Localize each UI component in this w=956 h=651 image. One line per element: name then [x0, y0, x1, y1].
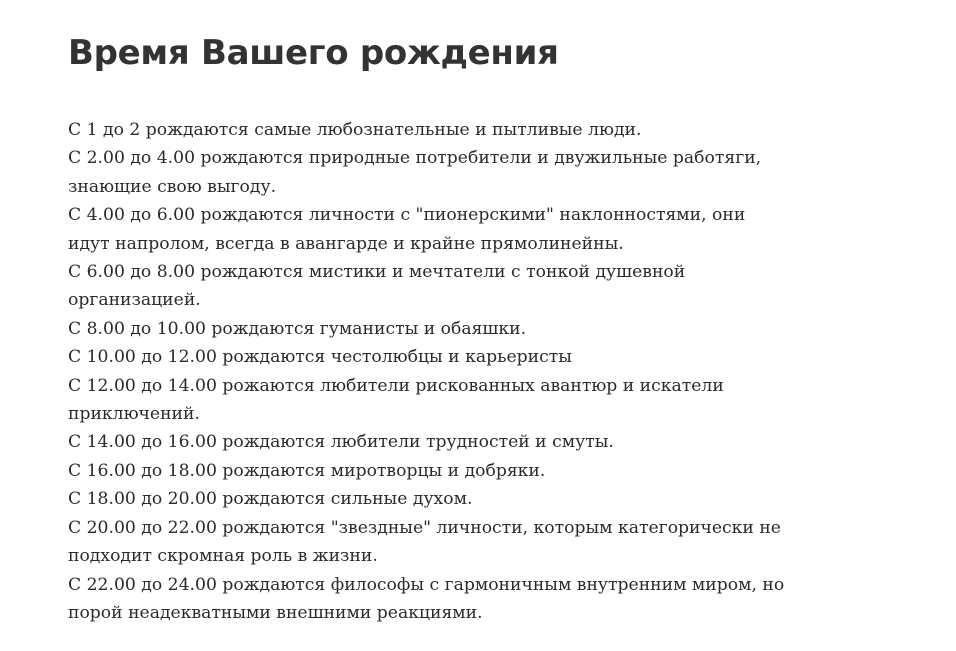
paragraph-line: С 2.00 до 4.00 рождаются природные потребители и двужильные работяги, знающие свою выгоду.	[68, 148, 762, 197]
paragraph-line: С 16.00 до 18.00 рождаются миротворцы и добряки.	[68, 460, 546, 481]
paragraph-line: С 22.00 до 24.00 рождаются философы с гармоничным внутренним миром, но порой неадекватными внешними реакциями.	[68, 574, 785, 623]
paragraph-line: С 8.00 до 10.00 рождаются гуманисты и обаяшки.	[68, 318, 527, 339]
paragraph-line: С 14.00 до 16.00 рождаются любители трудностей и смуты.	[68, 432, 614, 453]
page-title: Время Вашего рождения	[68, 33, 559, 73]
paragraph-line: С 4.00 до 6.00 рождаются личности с "пионерскими" наклонностями, они идут напролом, всегда в авангарде и крайне прямолинейны.	[68, 205, 746, 254]
paragraph-line: С 12.00 до 14.00 рожаются любители рискованных авантюр и искатели приключений.	[68, 375, 724, 425]
article	[68, 30, 888, 627]
article-body	[68, 116, 788, 627]
paragraph-line: С 6.00 до 8.00 рождаются мистики и мечтатели с тонкой душевной организацией.	[68, 262, 686, 311]
paragraph-line: С 10.00 до 12.00 рождаются честолюбцы и карьеристы	[68, 347, 572, 368]
paragraph-line: С 18.00 до 20.00 рождаются сильные духом.	[68, 489, 473, 510]
paragraph-line: С 1 до 2 рождаются самые любознательные и пытливые люди.	[68, 120, 642, 140]
paragraph-line: С 20.00 до 22.00 рождаются "звездные" личности, которым категорически не подходит скромная роль в жизни.	[68, 517, 781, 567]
